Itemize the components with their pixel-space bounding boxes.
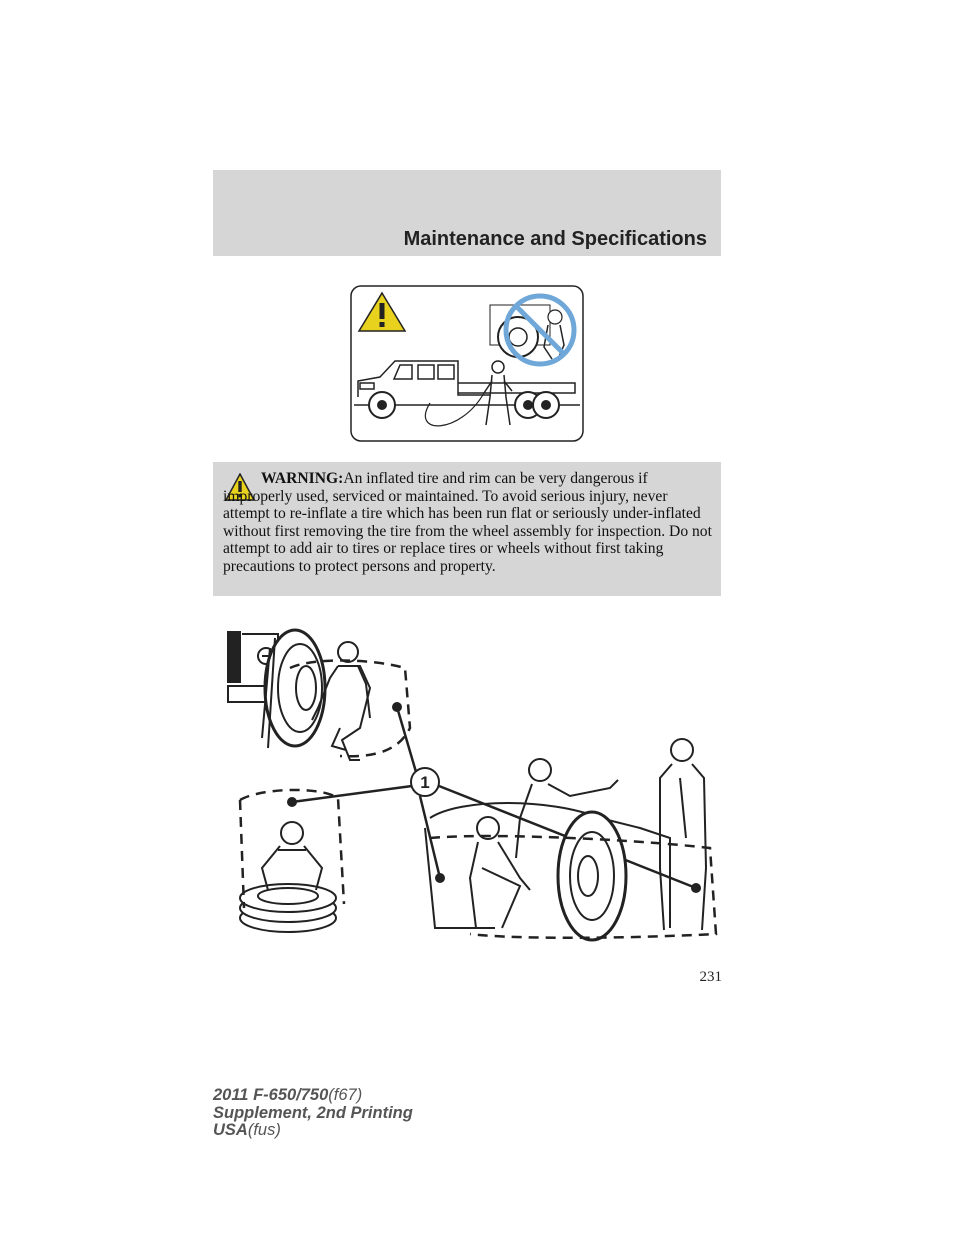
- page-number: 231: [699, 969, 722, 985]
- callout-dot: [691, 883, 701, 893]
- footer-region: USA: [213, 1121, 248, 1139]
- header-band: [213, 170, 721, 256]
- callout-dot: [287, 797, 297, 807]
- footer-model: 2011 F-650/750: [213, 1086, 329, 1104]
- callout-dot: [435, 873, 445, 883]
- callout-leader-lines: [292, 707, 696, 888]
- truck-wheel-rear: [515, 392, 559, 418]
- document-footer: [213, 1087, 413, 1140]
- inflation-warning-illustration: [350, 285, 584, 442]
- tire-servicing-illustration: [220, 628, 725, 950]
- truck-wheel-crew-scene: [425, 739, 706, 940]
- warning-label: WARNING:: [261, 470, 344, 487]
- footer-printing: Supplement, 2nd Printing: [213, 1103, 413, 1122]
- tire-stack-worker-scene: [240, 822, 336, 932]
- warning-body: An inflated tire and rim can be very dangerous if improperly used, serviced or maintained. To avoid serious injury, never attempt to re-inflate a tire which has been run flat or seriously under-inflated without first removing the tire from the wheel assembly for inspection. Do not attempt to add air to tires or replace tires or wheels without first taking precautions to protect persons and property.: [223, 470, 712, 575]
- warning-text: [223, 470, 715, 576]
- callout-label: 1: [420, 773, 430, 792]
- section-title: Maintenance and Specifications: [403, 228, 707, 250]
- truck-wheel-front: [369, 392, 395, 418]
- warning-box: [213, 462, 721, 596]
- truck-frame-mechanic-scene: [228, 630, 370, 760]
- footer-region-code: (fus): [247, 1121, 281, 1139]
- footer-model-code: (f67): [328, 1086, 363, 1104]
